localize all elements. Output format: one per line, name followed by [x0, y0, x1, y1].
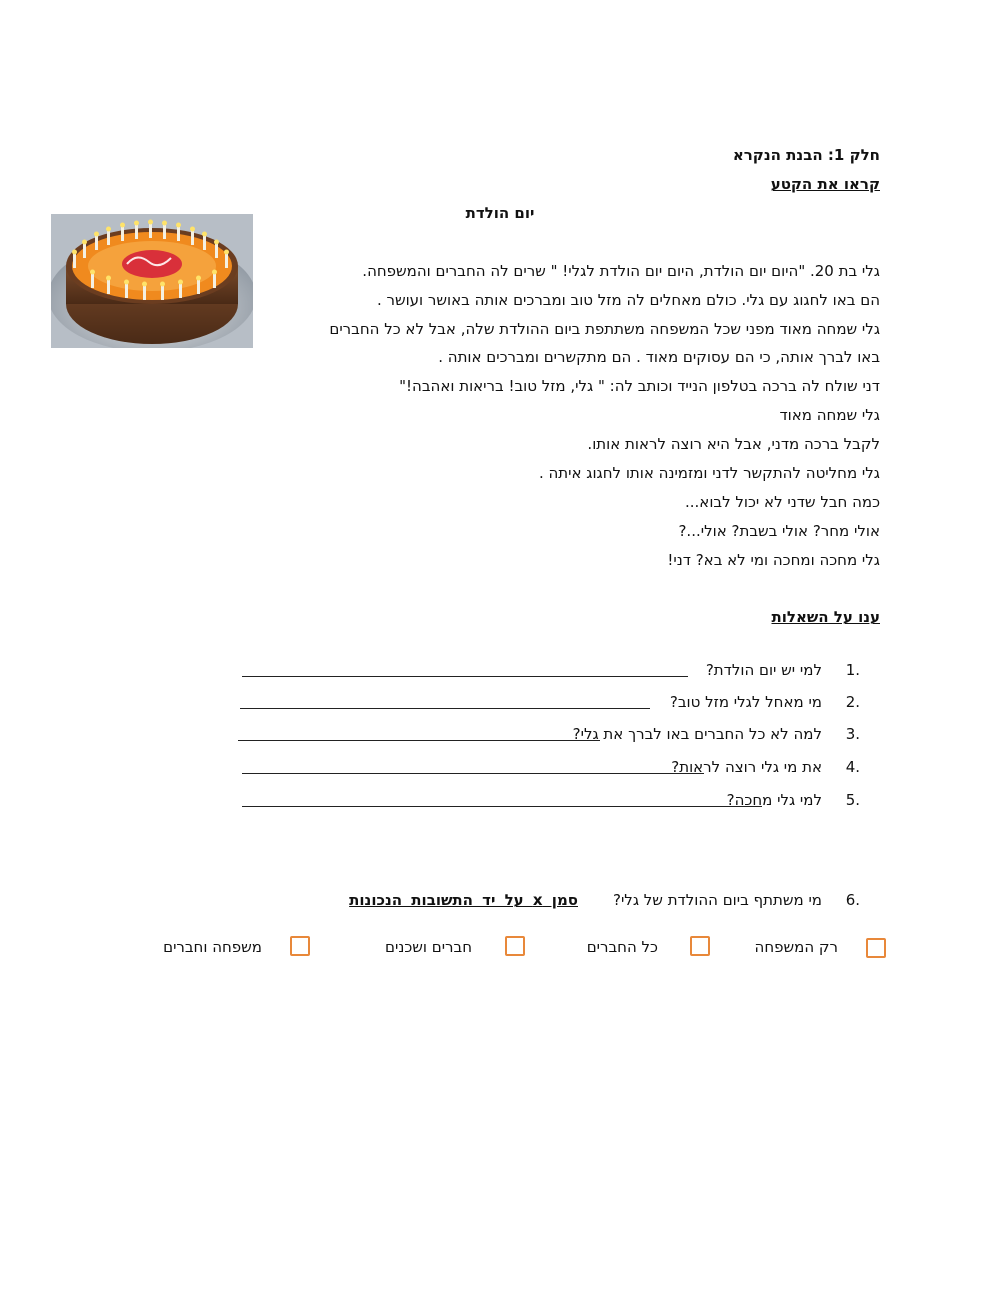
- story-line: כמה חבל שדני לא יכול לבוא...: [685, 493, 880, 511]
- story-title: יום הולדת: [465, 204, 535, 222]
- checkbox-friends-neighbors[interactable]: [505, 936, 525, 956]
- option-label: משפחה וחברים: [163, 938, 262, 956]
- question-text: את מי גלי רוצה לראות?: [671, 758, 822, 776]
- option-label: כל החברים: [586, 938, 658, 956]
- answer-line-3[interactable]: [238, 740, 600, 741]
- option-label: רק המשפחה: [754, 938, 838, 956]
- checkbox-family-only[interactable]: [866, 938, 886, 958]
- answer-line-1[interactable]: [242, 676, 688, 677]
- story-line: גלי שמחה מאוד מפני שכל המשפחה משתתפת ביום ההולדת שלה, אבל לא כל החברים: [329, 320, 880, 338]
- question-6: [180, 890, 860, 910]
- birthday-cake-image: [51, 214, 253, 348]
- story-line: דני שולח לה ברכה בטלפון הנייד וכותב לה: " גלי, מזל טוב! בריאות ואהבה!": [399, 377, 880, 395]
- question-number: 2.: [845, 693, 860, 711]
- story-line: הם באו לחגוג עם גלי. כולם מאחלים לה מזל טוב ומברכים אותה באושר ועושר .: [376, 291, 880, 309]
- story-line: גלי שמחה מאוד: [779, 406, 880, 424]
- questions-title: ענו על השאלות: [771, 608, 880, 626]
- story-line: לקבל ברכה מדני, אבל היא רוצה לראות אותו.: [587, 435, 880, 453]
- question-text: מי משתתף ביום ההולדת של גלי?: [612, 891, 822, 909]
- question-2: [190, 692, 860, 712]
- question-number: 5.: [845, 791, 860, 809]
- story-line: אולי מחר? אולי בשבת? אולי...?: [678, 522, 880, 540]
- question-text: למי גלי מחכה?: [726, 791, 822, 809]
- read-instruction: קראו את הקטע: [770, 175, 880, 193]
- story-line: באו לברך אותה, כי הם עסוקים מאוד . הם מתקשרים ומברכים אותה .: [438, 348, 880, 366]
- story-line: גלי בת 20. "היום יום הולדת, היום יום הולדת לגלי! " שרים לה החברים והמשפחה.: [362, 262, 880, 280]
- checkbox-family-friends[interactable]: [290, 936, 310, 956]
- story-line: גלי מחכה ומחכה ומי לא בא? דני!: [667, 551, 880, 569]
- section-title: חלק 1: הבנת הנקרא: [732, 146, 880, 164]
- question-text: מי מאחל לגלי מזל טוב?: [669, 693, 822, 711]
- question-number: 4.: [845, 758, 860, 776]
- option-label: חברים ושכנים: [385, 938, 472, 956]
- story-line: גלי מחליטה להתקשר לדני ומזמינה אותו לחגוג איתה .: [538, 464, 880, 482]
- question-1: [190, 660, 860, 680]
- question-text: למה לא כל החברים באו לברך את גלי?: [572, 725, 822, 743]
- answer-line-2[interactable]: [240, 708, 650, 709]
- question-number: 6.: [845, 891, 860, 909]
- question-number: 1.: [845, 661, 860, 679]
- question-4: [190, 757, 860, 777]
- answer-line-5[interactable]: [242, 806, 762, 807]
- question-3: [190, 724, 860, 744]
- question-5: [190, 790, 860, 810]
- question-instruction: סמן x על יד התשובות הנכונות: [349, 891, 578, 909]
- checkbox-all-friends[interactable]: [690, 936, 710, 956]
- question-text: למי יש יום הולדת?: [705, 661, 822, 679]
- question-number: 3.: [845, 725, 860, 743]
- answer-line-4[interactable]: [242, 773, 704, 774]
